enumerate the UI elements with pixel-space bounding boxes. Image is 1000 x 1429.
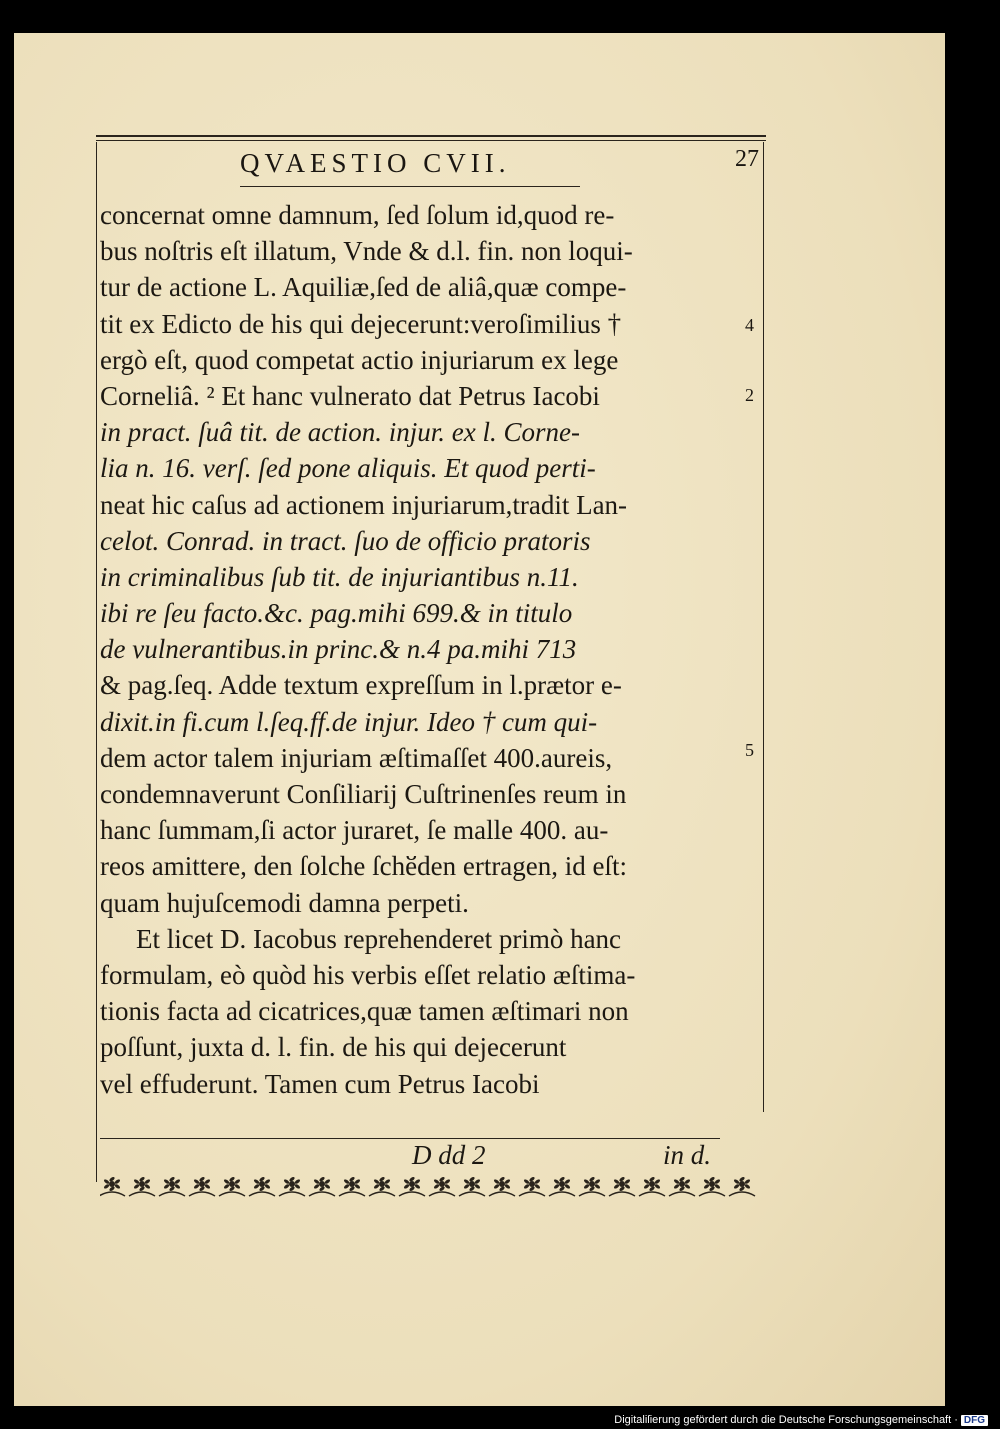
text-line: tionis facta ad cicatrices,quæ tamen æſtimari non (100, 996, 629, 1027)
left-frame-rule (96, 142, 97, 1182)
top-frame-rule (96, 135, 766, 137)
fleuron-icon (129, 1176, 155, 1196)
text-line: celot. Conrad. in tract. ſuo de officio pratoris (100, 525, 591, 556)
body-text (100, 197, 740, 1102)
text-line: poſſunt, juxta d. l. fin. de his qui dejecerunt (100, 1032, 567, 1063)
fleuron-icon (189, 1176, 215, 1196)
margin-note: 4 (745, 315, 754, 335)
fleuron-icon (159, 1176, 185, 1196)
fleuron-icon (729, 1176, 755, 1196)
fleuron-icon (309, 1176, 335, 1196)
margin-note: 2 (745, 385, 754, 405)
fleuron-icon (399, 1176, 425, 1196)
fleuron-icon (429, 1176, 455, 1196)
text-line: tit ex Edicto de his qui dejecerunt:veroſimilius † (100, 308, 622, 339)
fleuron-icon (369, 1176, 395, 1196)
fleuron-icon (669, 1176, 695, 1196)
page-number: 27 (735, 146, 759, 172)
text-line: ergò eſt, quod competat actio injuriarum ex lege (100, 344, 619, 375)
text-line: concernat omne damnum, ſed ſolum id,quod re- (100, 200, 615, 230)
margin-note: 5 (745, 740, 754, 760)
footer-text: Digitaliſierung gefördert durch die Deutsche Forschungsgemeinschaft · (614, 1414, 958, 1426)
fleuron-icon (249, 1176, 275, 1196)
fleuron-icon (579, 1176, 605, 1196)
top-frame-rule-inner (96, 140, 766, 141)
text-line: lia n. 16. verſ. ſed pone aliquis. Et quod perti- (100, 453, 596, 484)
text-line: ibi re ſeu facto.&c. pag.mihi 699.& in titulo (100, 598, 573, 629)
fleuron-icon (339, 1176, 365, 1196)
running-head: QVAESTIO CVII. (240, 148, 511, 178)
fleuron-icon (100, 1176, 125, 1196)
text-line: dixit.in fi.cum l.ſeq.ff.de injur. Ideo † cum qui- (100, 706, 598, 737)
fleuron-icon (489, 1176, 515, 1196)
text-line: in pract. ſuâ tit. de action. injur. ex l. Corne- (100, 417, 580, 448)
text-line: formulam, eò quòd his verbis eſſet relatio æſtima- (100, 959, 636, 990)
text-line: hanc ſummam,ſi actor juraret, ſe malle 400. au- (100, 815, 609, 846)
text-line: Et licet D. Iacobus reprehenderet primò hanc (136, 923, 622, 954)
fleuron-icon (519, 1176, 545, 1196)
right-frame-rule (763, 142, 764, 1112)
running-head-rule (240, 186, 580, 187)
fleuron-icon (639, 1176, 665, 1196)
dfg-logo-icon: DFG (961, 1415, 988, 1426)
catchword: in d. (663, 1140, 712, 1170)
text-line: dem actor talem injuriam æſtimaſſet 400.aureis, (100, 742, 613, 773)
fleuron-icon (549, 1176, 575, 1196)
digitization-footer (614, 1414, 988, 1426)
text-line: bus noſtris eſt illatum, Vnde & d.l. fin. non loqui- (100, 236, 633, 267)
text-line: in criminalibus ſub tit. de injuriantibus n.11. (100, 561, 579, 592)
text-line: de vulnerantibus.in princ.& n.4 pa.mihi 713 (100, 634, 577, 665)
fleuron-icon (609, 1176, 635, 1196)
text-line: neat hic caſus ad actionem injuriarum,tradit Lan- (100, 489, 628, 520)
text-line: reos amittere, den ſolche ſchӗden ertragen, id eſt: (100, 851, 628, 882)
bottom-rule (100, 1138, 720, 1139)
text-line: quam hujuſcemodi damna perpeti. (100, 887, 469, 918)
signature-mark: D dd 2 (412, 1140, 486, 1170)
text-line: & pag.ſeq. Adde textum expreſſum in l.prætor e- (100, 670, 622, 701)
text-line: condemnaverunt Conſiliarij Cuſtrinenſes reum in (100, 779, 627, 809)
fleuron-icon (459, 1176, 485, 1196)
text-line: Corneliâ. ² Et hanc vulnerato dat Petrus Iacobi (100, 380, 600, 411)
text-line: vel effuderunt. Tamen cum Petrus Iacobi (100, 1068, 540, 1099)
text-line: tur de actione L. Aquiliæ,ſed de aliâ,quæ compe- (100, 272, 627, 303)
fleuron-icon (279, 1176, 305, 1196)
fleuron-icon (699, 1176, 725, 1196)
ornament-border (100, 1170, 770, 1214)
fleuron-icon (219, 1176, 245, 1196)
